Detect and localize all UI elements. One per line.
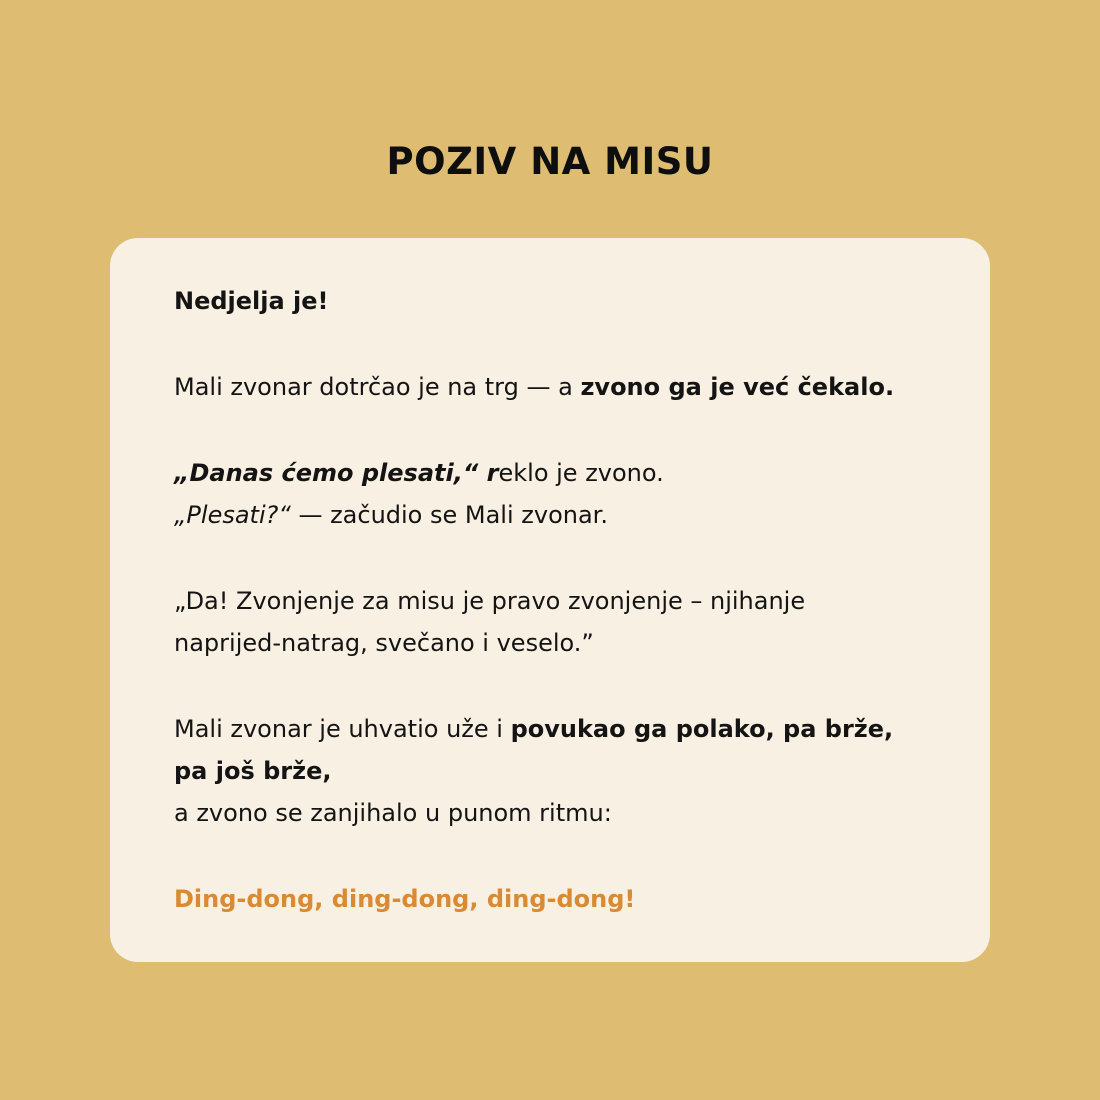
ringing-bold-text: povukao ga polako, pa brže, <box>510 715 894 743</box>
story-paragraph-arrival <box>174 366 954 408</box>
bellringer-surprised-text: — začudio se Mali zvonar. <box>290 501 608 529</box>
story-paragraph-explanation <box>174 580 954 664</box>
arrival-text: Mali zvonar dotrčao je na trg — a <box>174 373 581 401</box>
page-title: POZIV NA MISU <box>386 140 714 183</box>
explanation-line-2: naprijed-natrag, svečano i veselo.” <box>174 629 594 657</box>
story-card <box>110 238 990 962</box>
bell-quote: „Danas ćemo plesati,“ r <box>174 459 499 487</box>
ringing-rhythm-text: a zvono se zanjihalo u punom ritmu: <box>174 799 612 827</box>
story-paragraph-ringing <box>174 708 954 834</box>
bell-said-text: eklo je zvono. <box>498 459 664 487</box>
ringing-bold-text-2: pa još brže, <box>174 757 332 785</box>
story-paragraph-sunday <box>174 280 954 322</box>
explanation-line-1: „Da! Zvonjenje za misu je pravo zvonjenje – njihanje <box>174 587 806 615</box>
ringing-text: Mali zvonar je uhvatio uže i <box>174 715 511 743</box>
story-text <box>174 280 954 920</box>
sunday-heading: Nedjelja je! <box>174 287 329 315</box>
ding-dong-text: Ding-dong, ding-dong, ding-dong! <box>174 885 636 913</box>
story-paragraph-dialogue <box>174 452 954 536</box>
bellringer-quote: „Plesati?“ <box>174 501 291 529</box>
story-paragraph-ding-dong <box>174 878 954 920</box>
arrival-bold-text: zvono ga je već čekalo. <box>580 373 895 401</box>
